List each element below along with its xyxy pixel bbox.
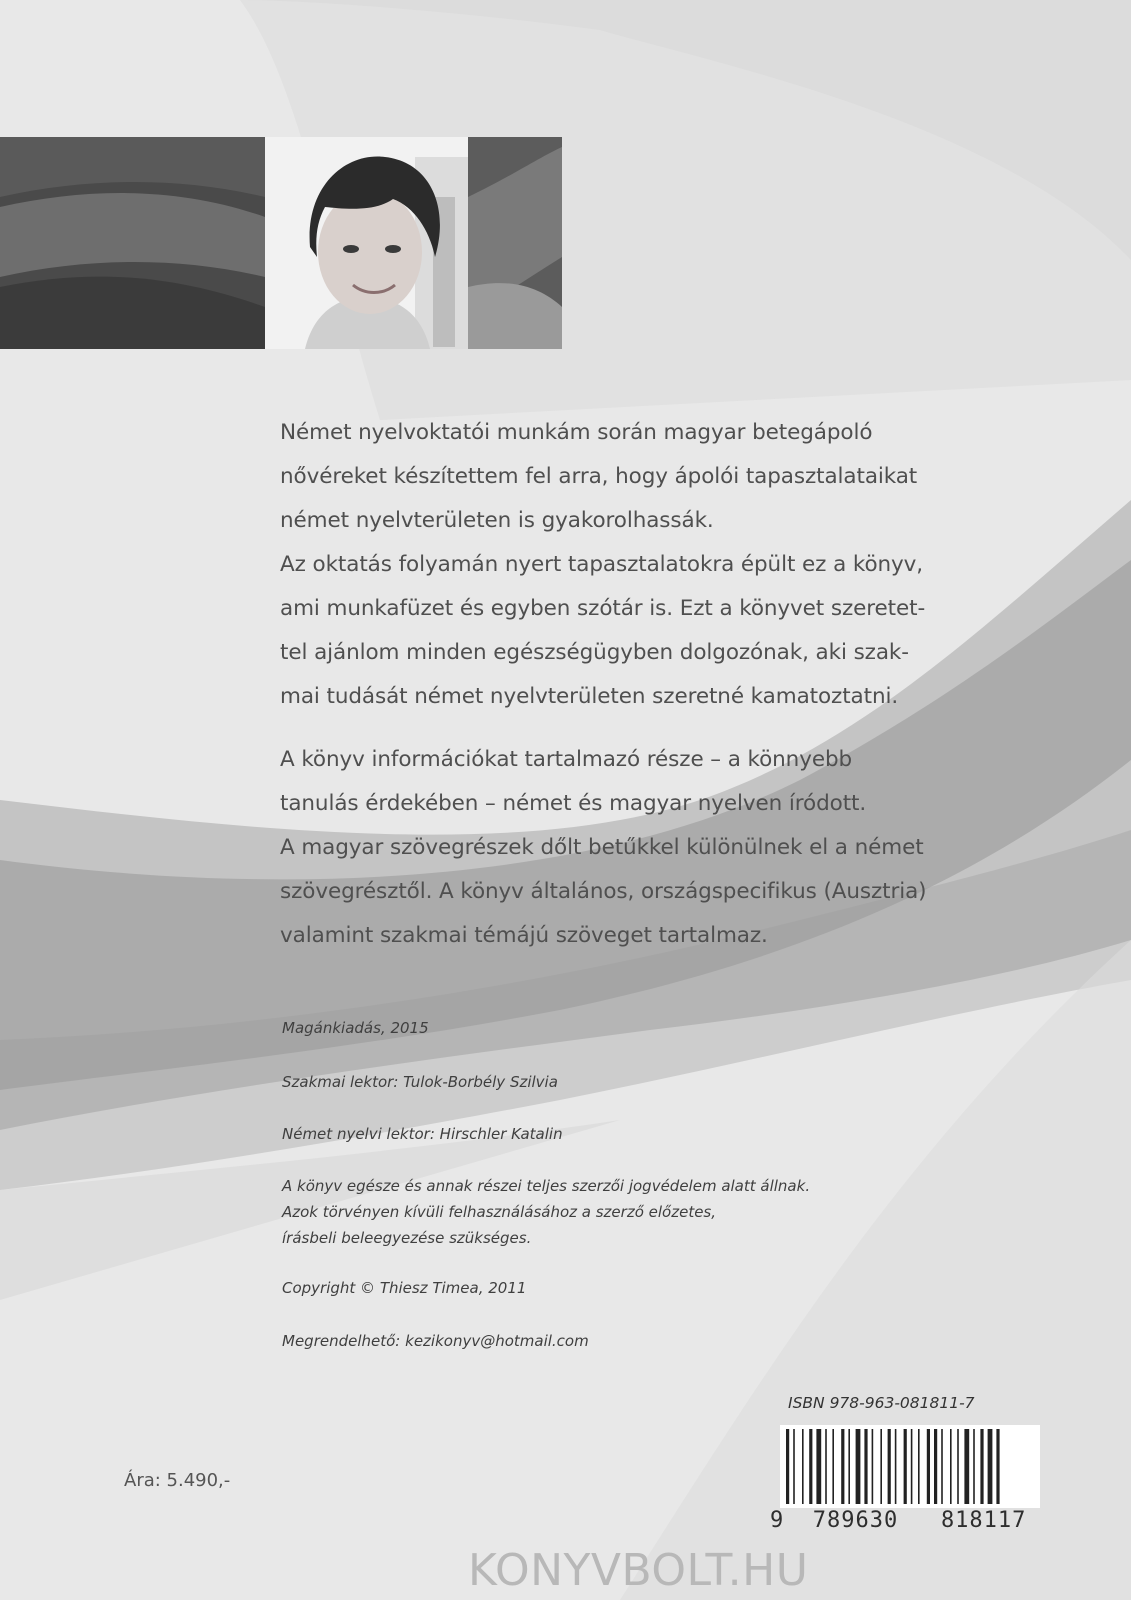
credits-block [282,0,1042,1400]
text-line: valamint szakmai témájú szöveget tartalmaz. [280,923,768,948]
barcode-digits: 9 789630 818117 [770,1508,1027,1533]
text-line: Az oktatás folyamán nyert tapasztalatokra épült ez a könyv, [280,552,924,577]
store-watermark: KONYVBOLT.HU [468,1545,809,1596]
text-line: nővéreket készítettem fel arra, hogy ápolói tapasztalataikat [280,464,918,489]
text-line: tel ajánlom minden egészségügyben dolgozónak, aki szak- [280,640,909,665]
text-line: mai tudását német nyelvterületen szeretné kamatoztatni. [280,684,899,709]
rights-line: A könyv egésze és annak részei teljes szerzői jogvédelem alatt állnak. [282,1177,811,1195]
text-line: szövegrésztől. A könyv általános, országspecifikus (Ausztria) [280,879,927,904]
order-line: Megrendelhető: kezikonyv@hotmail.com [282,1332,589,1350]
copyright-line: Copyright © Thiesz Timea, 2011 [282,1279,527,1297]
rights-line: írásbeli beleegyezése szükséges. [282,1229,532,1247]
text-line: A könyv információkat tartalmazó része – a könnyebb [280,747,853,772]
rights-line: Azok törvényen kívüli felhasználásához a szerző előzetes, [282,1203,717,1221]
isbn-label: ISBN 978-963-081811-7 [788,1394,975,1412]
publisher-line: Magánkiadás, 2015 [282,1019,429,1037]
text-line: ami munkafüzet és egyben szótár is. Ezt a könyvet szeretet- [280,596,926,621]
professional-reviewer-line: Szakmai lektor: Tulok-Borbély Szilvia [282,1073,558,1091]
text-line: német nyelvterületen is gyakorolhassák. [280,508,714,533]
language-reviewer-line: Német nyelvi lektor: Hirschler Katalin [282,1125,563,1143]
rights-notice [282,1173,810,1251]
text-line: tanulás érdekében – német és magyar nyelven íródott. [280,791,867,816]
text-line: Német nyelvoktatói munkám során magyar betegápoló [280,420,873,445]
text-line: A magyar szövegrészek dőlt betűkkel különülnek el a német [280,835,924,860]
price-label: Ára: 5.490,- [124,1470,231,1491]
barcode [780,1425,1040,1508]
